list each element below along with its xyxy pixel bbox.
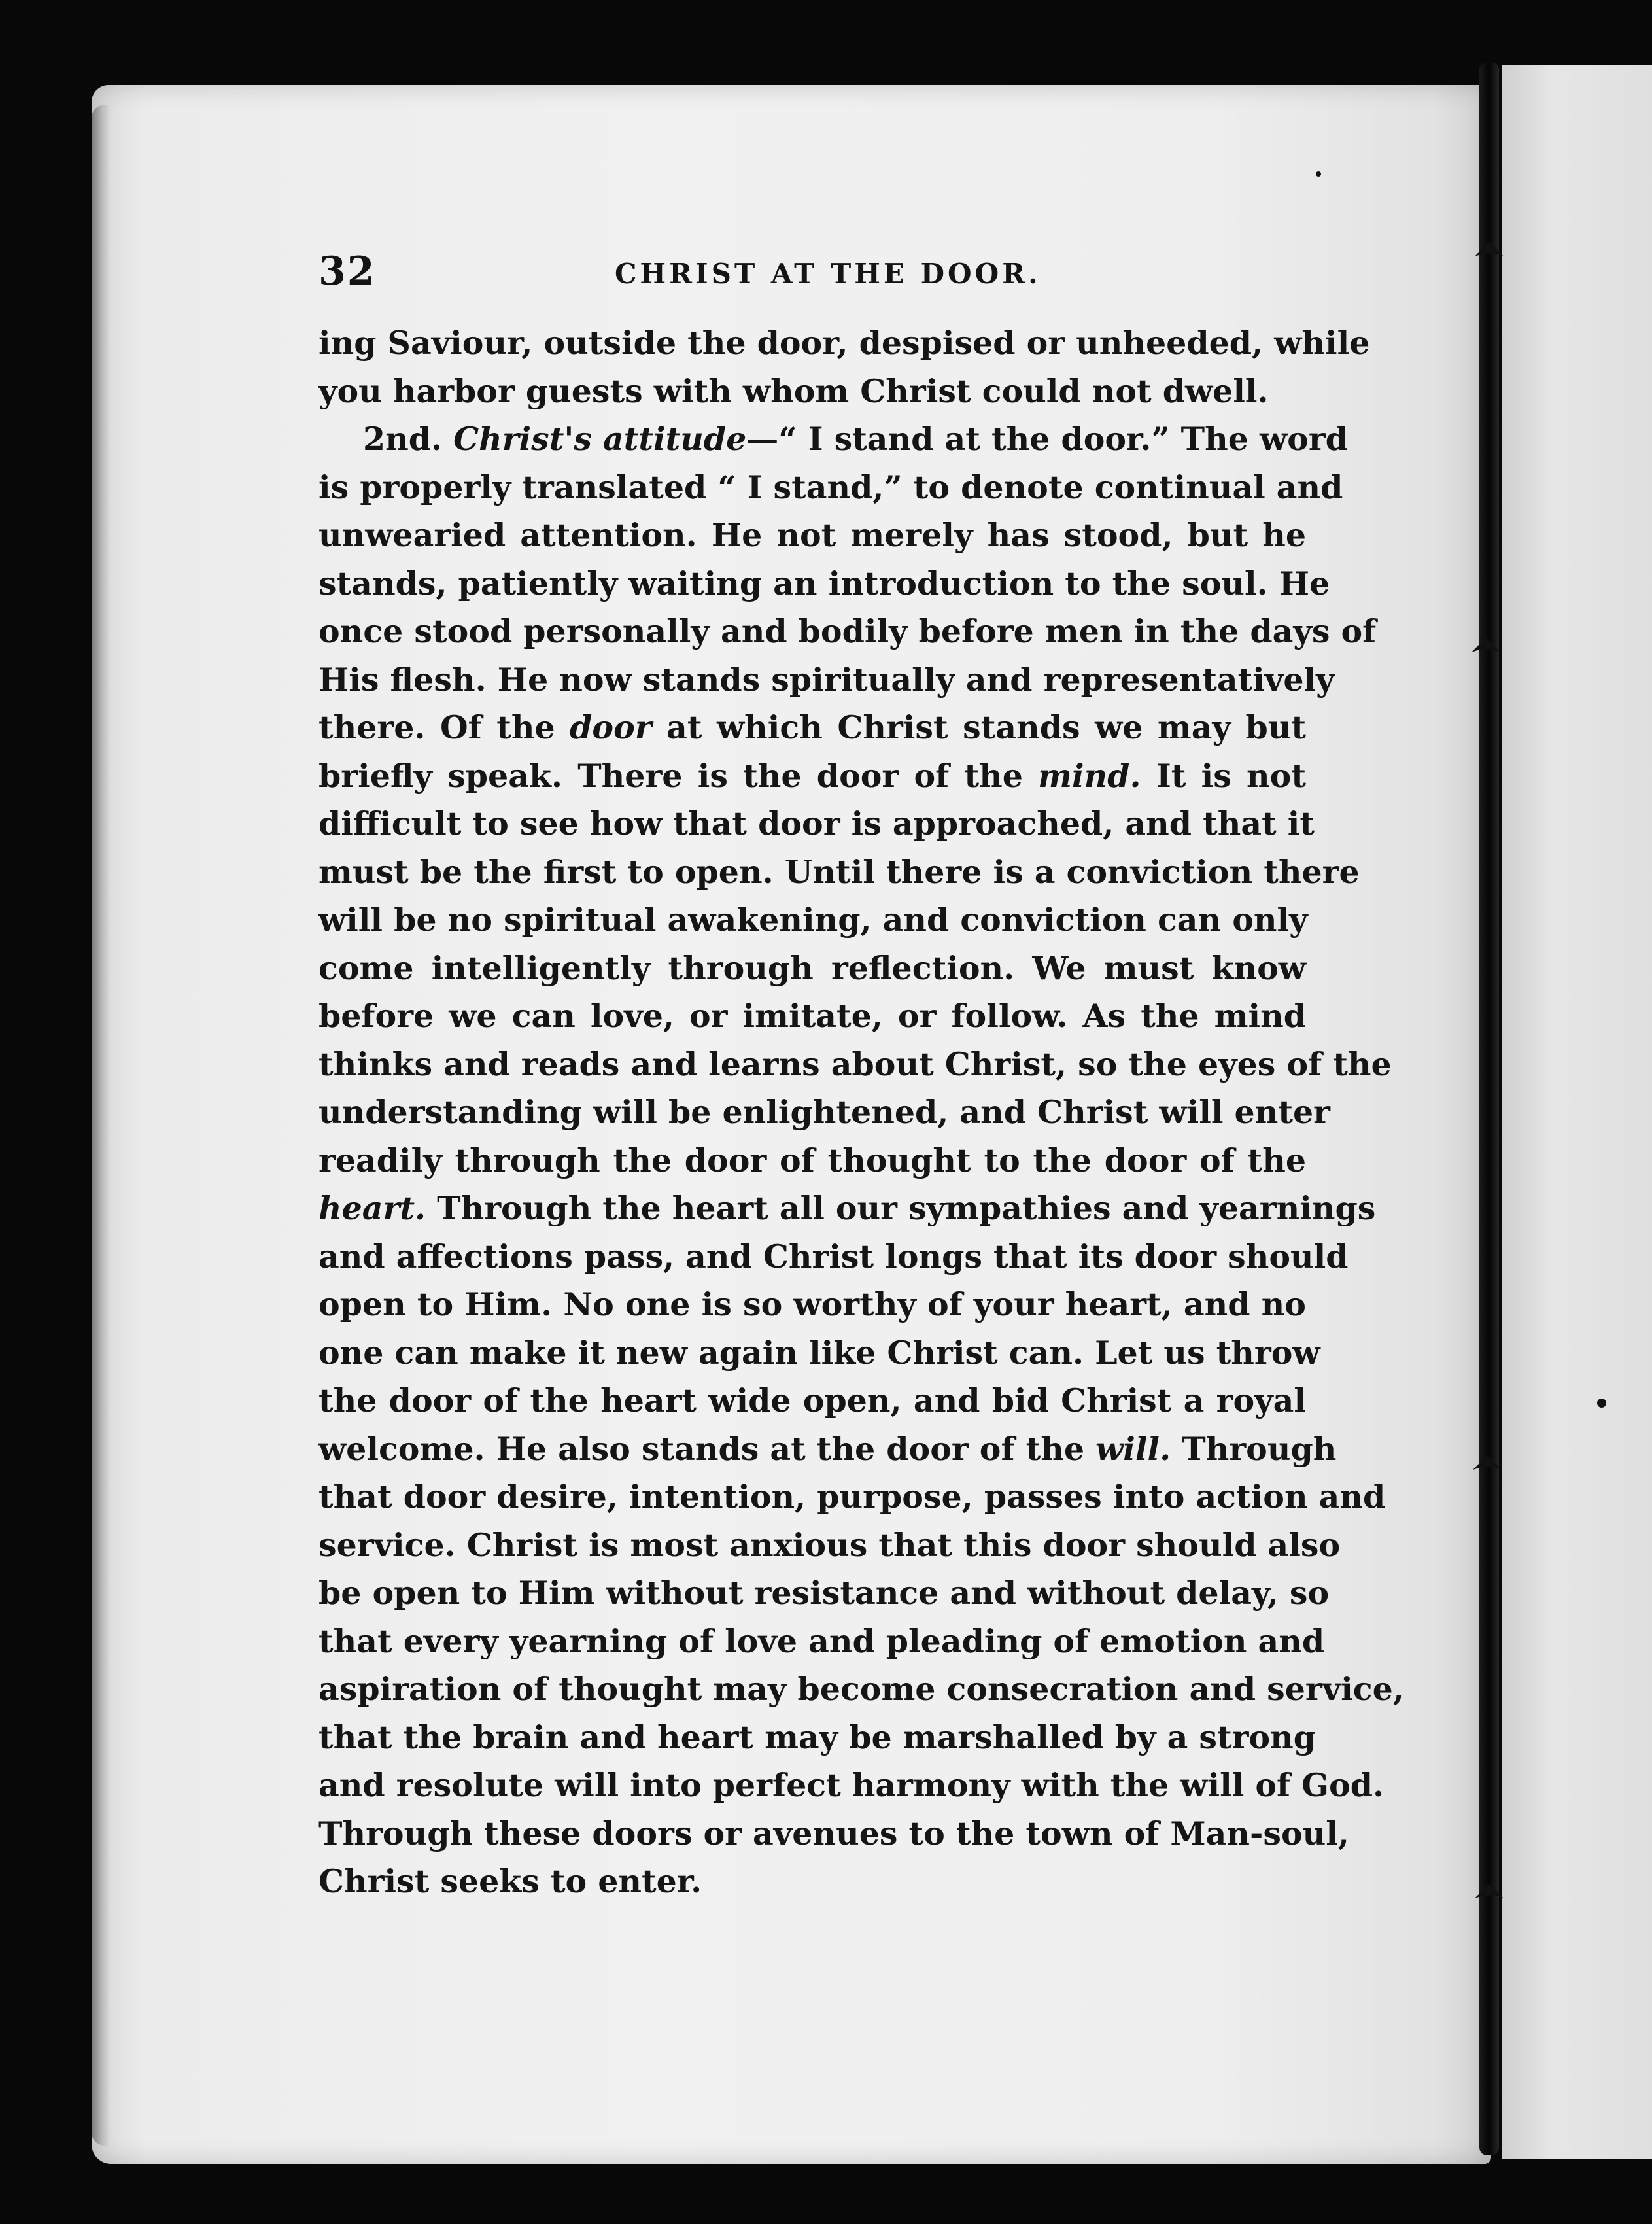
text-line: come intelligently through reflection. We must know [318, 948, 1306, 987]
text-line: readily through the door of thought to the door of the [318, 1141, 1306, 1179]
text-line: thinks and reads and learns about Christ, so the eyes of the [318, 1045, 1392, 1083]
text-line: welcome. He also stands at the door of the will. Through [318, 1429, 1337, 1468]
text-line: difficult to see how that door is approached, and that it [318, 805, 1315, 843]
text-line: will be no spiritual awakening, and conviction can only [318, 901, 1308, 939]
text-line: there. Of the door at which Christ stands we may but [318, 708, 1306, 746]
text-line: and affections pass, and Christ longs that its door should [318, 1237, 1349, 1276]
text-line: service. Christ is most anxious that this door should also [318, 1525, 1341, 1564]
text-line: stands, patiently waiting an introduction to the soul. He [318, 564, 1330, 602]
text-line: and resolute will into perfect harmony with the will of God. [318, 1766, 1385, 1804]
text-line: that every yearning of love and pleading of emotion and [318, 1622, 1325, 1660]
text-line: Through these doors or avenues to the town of Man-soul, [318, 1814, 1349, 1852]
text-line: heart. Through the heart all our sympathies and yearnings [318, 1189, 1376, 1227]
text-line: His flesh. He now stands spiritually and representatively [318, 660, 1335, 699]
ink-speck [1316, 171, 1321, 177]
text-line: must be the first to open. Until there is a conviction there [318, 852, 1360, 891]
text-line: be open to Him without resistance and without delay, so [318, 1574, 1330, 1612]
text-line: understanding will be enlightened, and Christ will enter [318, 1093, 1330, 1131]
page-number: 32 [318, 249, 376, 294]
italic-word: door [570, 708, 652, 746]
ink-speck [1597, 1399, 1606, 1408]
text-line: unwearied attention. He not merely has stood, but he [318, 516, 1306, 554]
italic-word: mind. [1038, 756, 1141, 795]
book-spine [1479, 62, 1499, 2155]
text-line: the door of the heart wide open, and bid Christ a royal [318, 1381, 1306, 1419]
text-line: before we can love, or imitate, or follow. As the mind [318, 997, 1306, 1035]
text-line: you harbor guests with whom Christ could not dwell. [318, 372, 1269, 410]
body-text [318, 319, 1404, 1906]
text-line: that the brain and heart may be marshalled by a strong [318, 1718, 1316, 1756]
text-line: briefly speak. There is the door of the mind. It is not [318, 756, 1306, 795]
text-line: is properly translated “ I stand,” to denote continual and [318, 468, 1343, 506]
text-line: Christ seeks to enter. [318, 1862, 702, 1900]
text-line: ing Saviour, outside the door, despised or unheeded, while [318, 324, 1370, 362]
running-head: CHRIST AT THE DOOR. [615, 258, 1041, 290]
text-line: one can make it new again like Christ can. Let us throw [318, 1333, 1320, 1372]
text-line: aspiration of thought may become consecration and service, [318, 1670, 1404, 1708]
italic-phrase: Christ's attitude [453, 420, 747, 458]
text-line: 2nd. Christ's attitude—“ I stand at the door.” The word [363, 420, 1348, 458]
facing-page-edge [1502, 65, 1652, 2159]
page-left-edge-shadow [92, 105, 110, 2146]
italic-word: heart. [318, 1189, 426, 1227]
italic-word: will. [1095, 1429, 1171, 1468]
text-line: that door desire, intention, purpose, passes into action and [318, 1478, 1386, 1516]
text-line: open to Him. No one is so worthy of your heart, and no [318, 1285, 1306, 1323]
text-line: once stood personally and bodily before men in the days of [318, 612, 1377, 650]
